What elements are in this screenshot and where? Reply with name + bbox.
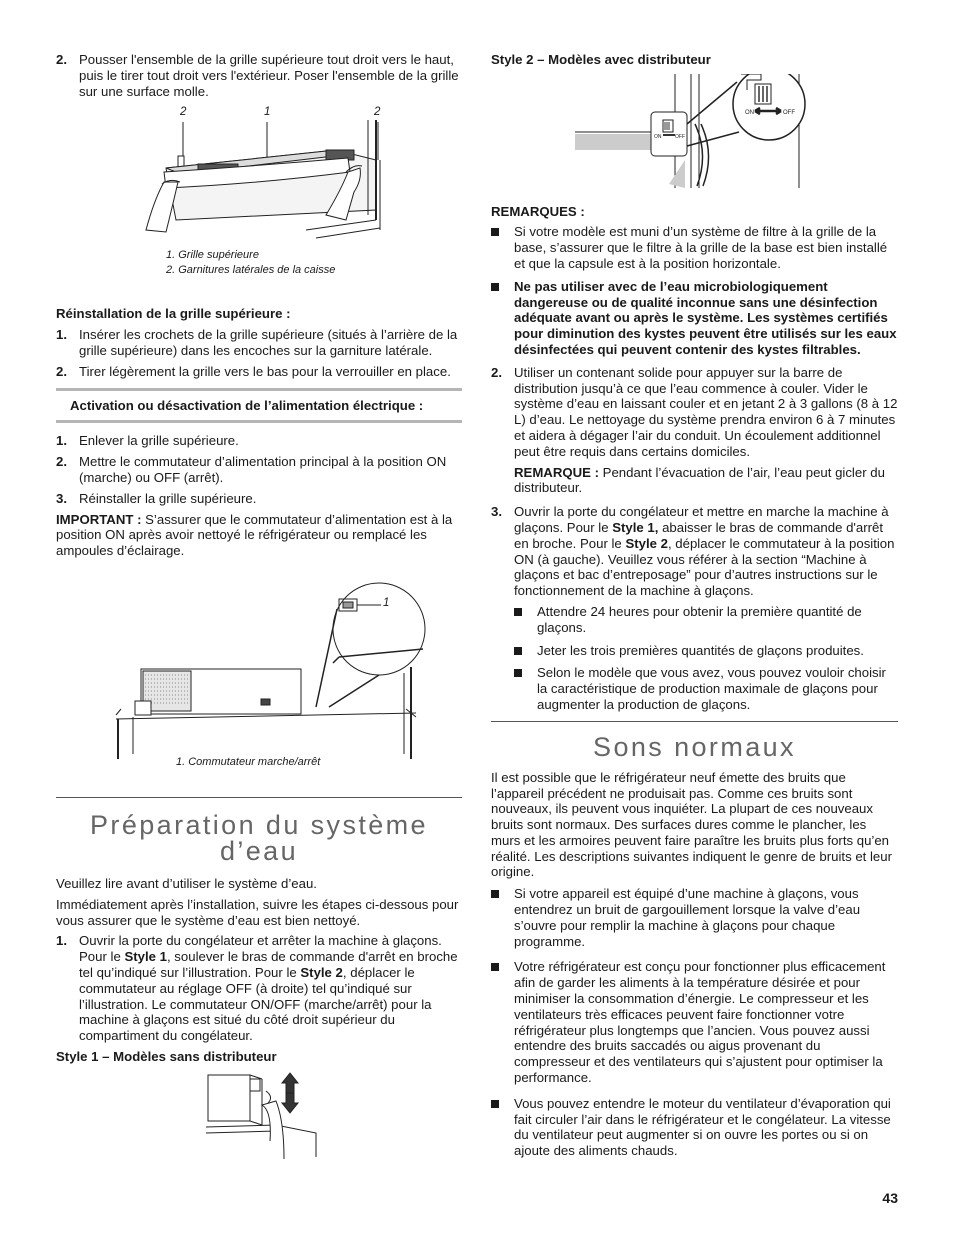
step-number: 2. xyxy=(56,52,67,67)
step-number: 2. xyxy=(56,363,67,379)
reinstall-step-1 xyxy=(56,327,462,359)
sons-item xyxy=(491,1096,898,1159)
remarque-note xyxy=(514,465,898,497)
step-number: 1. xyxy=(56,433,67,449)
style2-bold: Style 2 xyxy=(300,964,343,980)
remarques-heading: REMARQUES : xyxy=(491,203,585,219)
switch-off-label: OFF xyxy=(675,133,685,140)
remarque-item xyxy=(491,224,898,271)
grille-step-2 xyxy=(56,52,462,99)
step-number: 1. xyxy=(56,933,67,949)
callout-1: 1 xyxy=(264,106,271,119)
text-part: Ouvrir la porte du congélateur et arrêter la machine à glaçons. Pour le xyxy=(79,933,442,965)
reinstall-step-2 xyxy=(56,364,462,380)
intro-text-2: Immédiatement après l’installation, suivre les étapes ci-dessous pour vous assurer que le système d’eau est bien nettoyé. xyxy=(56,896,459,928)
style1-bold: Style 1 xyxy=(124,949,167,965)
bullet-square xyxy=(491,1100,499,1108)
text-part: abaisser le bras de commande d'arrêt en broche. Pour le xyxy=(514,519,884,551)
important-text: S’assurer que le commutateur d’alimentation est à la position ON après avoir nettoyé le réfrigérateur ou remplacé les ampoules d’éclairage. xyxy=(56,511,453,559)
zoom-off-label: OFF xyxy=(783,109,795,116)
left-column xyxy=(56,52,462,1165)
callout-2-right: 2 xyxy=(374,106,381,119)
step-number: 3. xyxy=(491,504,502,520)
grille-illustration xyxy=(136,120,396,260)
step-text: Mettre le commutateur d’alimentation principal à la position ON (marche) ou OFF (arrêt). xyxy=(79,454,447,485)
switch-on-label: ON xyxy=(654,133,662,140)
style1-label: Style 1 – Modèles sans distributeur xyxy=(56,1048,277,1064)
text-part: , déplacer le commutateur au réglage OFF (à droite) tel qu’indiqué sur l’illustration. Le commutateur ON/OFF (marche/arrêt) pour la machine à glaçons est situé du côté droit supérieur du compartiment du congélateur. xyxy=(79,964,432,1044)
zoom-on-label: ON xyxy=(745,109,754,116)
callout-1: 1 xyxy=(383,596,390,609)
sons-intro: Il est possible que le réfrigérateur neuf émette des bruits que l’appareil précédent ne produisait pas. Comme ces bruits sont nouveaux, ils peuvent vous inquiéter. La plupart de ces nouveaux bruits sont normaux. Des surfaces dures comme le plancher, les murs et les armoires peuvent faire paraître les bruits plus forts qu’en réalité. Les descriptions suivantes indiquent le genre de bruits et leur origine. xyxy=(491,769,892,880)
bullet-text: Si votre modèle est muni d’un système de filtre à la grille de la base, s’assurer que le filtre à la grille de la base est bien installé et que la capsule est à la position horizontale. xyxy=(514,224,888,271)
bullet-square xyxy=(491,963,499,971)
bullet-text: Jeter les trois premières quantités de glaçons produites. xyxy=(537,642,864,658)
right-column xyxy=(491,52,898,1166)
reinstall-heading: Réinstallation de la grille supérieure : xyxy=(56,306,291,322)
step-text: Tirer légèrement la grille vers le bas pour la verrouiller en place. xyxy=(79,363,451,379)
step-number: 2. xyxy=(491,364,502,380)
text-part: Ouvrir la porte du congélateur et mettre en marche la machine à glaçons. Pour le xyxy=(514,504,889,535)
text-part: , soulever le bras de commande d'arrêt en broche tel qu’indiqué sur l’illustration. Pour le xyxy=(79,949,458,980)
power-switch-figure xyxy=(56,569,462,791)
caption-1: 1. Grille supérieure xyxy=(166,249,259,262)
water-step-3 xyxy=(491,504,898,599)
important-note xyxy=(56,512,462,559)
page-number: 43 xyxy=(882,1190,898,1206)
style2-illustration xyxy=(575,74,807,188)
style2-bold: Style 2 xyxy=(625,535,668,551)
power-step-1 xyxy=(56,433,462,449)
step-text: Enlever la grille supérieure. xyxy=(79,433,239,449)
sons-title: Sons normaux xyxy=(593,731,796,762)
remarque-item xyxy=(491,279,898,358)
power-switch-caption: 1. Commutateur marche/arrêt xyxy=(176,755,321,768)
bullet-text: Vous pouvez entendre le moteur du ventilateur d’évaporation qui fait circuler l’air dans le réfrigérateur et le congélateur. La vitesse du ventilateur peut augmenter si on ouvre les portes ou si on ajoute des aliments chauds. xyxy=(514,1095,891,1159)
step-text: Insérer les crochets de la grille supérieure (situés à l’arrière de la grille supérieure) dans les encoches sur la garniture latérale. xyxy=(79,327,458,358)
section-title-line-1: Préparation du système xyxy=(90,809,428,840)
bullet-text: Attendre 24 heures pour obtenir la première quantité de glaçons. xyxy=(537,603,862,635)
bullet-square xyxy=(514,669,522,677)
style1-bold: Style 1, xyxy=(612,519,659,535)
bullet-square xyxy=(514,647,522,655)
power-step-3 xyxy=(56,491,462,507)
power-heading: Activation ou désactivation de l’alimentation électrique : xyxy=(56,388,462,424)
step-text xyxy=(79,933,462,1044)
step3-bullet xyxy=(514,665,898,712)
style2-label: Style 2 – Modèles avec distributeur xyxy=(491,52,711,67)
bullet-square xyxy=(491,228,499,236)
step3-bullet xyxy=(514,643,898,659)
bullet-square xyxy=(491,283,499,291)
step-number: 3. xyxy=(56,490,67,506)
step-text: Pousser l'ensemble de la grille supérieure tout droit vers le haut, puis le tirer tout droit vers l'extérieur. Poser l'ensemble de la grille sur une surface molle. xyxy=(79,52,459,99)
bullet-square xyxy=(491,890,499,898)
bullet-text: Si votre appareil est équipé d’une machine à glaçons, vous entendrez un bruit de gargouillement lorsque la valve d’eau s’ouvre pour remplir la machine à glaçons pour chaque programme. xyxy=(514,886,861,949)
text-part: , déplacer le commutateur à la position ON (à gauche). Veuillez vous référer à la section “Machine à glaçons et bac d’entreposage” pour d’autres instructions sur le fonctionnement de la machine à glaçons. xyxy=(514,535,895,599)
step3-bullet xyxy=(514,604,898,636)
step-text: Utiliser un contenant solide pour appuyer sur la barre de distribution jusqu’à ce que l’eau commence à couler. Vider le système d’eau en laissant couler et en jetant 2 à 3 gallons (8 à 12 L) d’eau. Le nettoyage du système prendra environ 6 à 7 minutes et aidera à dégager l’air du conduit. Un écoulement additionnel peut être requis dans certains domiciles. xyxy=(514,364,898,459)
remarque-text: Pendant l’évacuation de l’air, l’eau peut gicler du distributeur. xyxy=(514,464,885,496)
bullet-square xyxy=(514,608,522,616)
step-text: Réinstaller la grille supérieure. xyxy=(79,490,257,506)
section-title-line-2: d’eau xyxy=(219,835,299,866)
grille-figure xyxy=(56,104,462,284)
caption-2: 2. Garnitures latérales de la caisse xyxy=(166,264,336,277)
power-step-2 xyxy=(56,454,462,486)
bullet-text: Selon le modèle que vous avez, vous pouvez vouloir choisir la caractéristique de production maximale de glaçons pour augmenter la production de glaçons. xyxy=(537,665,886,712)
grille-captions xyxy=(166,248,335,278)
bullet-text: Ne pas utiliser avec de l’eau microbiologiquement dangereuse ou de qualité inconnue sans une désinfection adéquate avant ou après le système. Les systèmes certifiés pour diminution des kystes peuvent être utilisés sur les eaux désinfectées qui peuvent contenir des kystes filtrables. xyxy=(514,278,897,357)
step-text xyxy=(514,504,898,599)
water-step-2 xyxy=(491,365,898,496)
remarque-label: REMARQUE : xyxy=(514,464,599,480)
intro-text-1: Veuillez lire avant d’utiliser le système d’eau. xyxy=(56,875,317,891)
step-number: 2. xyxy=(56,454,67,470)
sons-item xyxy=(491,886,898,949)
style1-illustration xyxy=(206,1071,326,1161)
bullet-text: Votre réfrigérateur est conçu pour fonctionner plus efficacement afin de garder les aliments à la température désirée et pour minimiser la consommation d’énergie. Le compresseur et les ventilateurs très efficaces peuvent faire fonctionner votre réfrigérateur plus longtemps que l’ancien. Vous pouvez aussi entendre des bruits saccadés ou aigus provenant du compresseur et des ventilateurs qui s’ajustent pour optimiser la performance. xyxy=(514,959,886,1086)
step-number: 1. xyxy=(56,327,67,343)
water-step-1 xyxy=(56,933,462,1044)
important-label: IMPORTANT : xyxy=(56,511,142,527)
callout-2-left: 2 xyxy=(180,106,187,119)
sons-item xyxy=(491,959,898,1085)
section-title xyxy=(56,809,462,866)
